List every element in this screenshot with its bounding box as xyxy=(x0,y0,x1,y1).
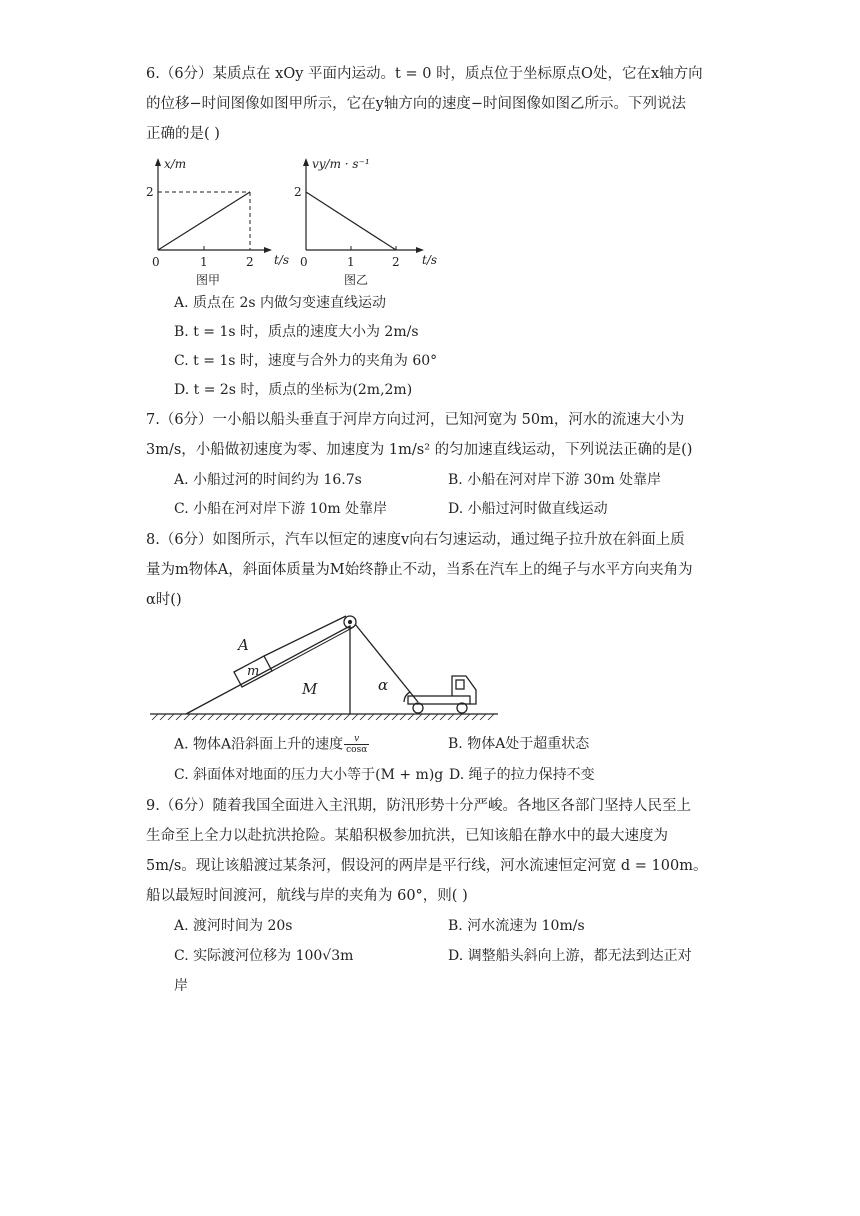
q9-option-a: A. 渡河时间为 20s xyxy=(174,918,293,934)
graph-b-xtick-2: 2 xyxy=(392,255,400,269)
label-alpha: α xyxy=(378,676,389,694)
graph-a-caption: 图甲 xyxy=(196,273,221,287)
graph-a-y-arrow-icon xyxy=(155,158,161,166)
truck-window xyxy=(456,680,464,689)
graph-b-xlabel: t/s xyxy=(422,253,438,267)
q8-incline-figure xyxy=(146,612,506,724)
q7-option-c: C. 小船在河对岸下游 10m 处靠岸 xyxy=(174,501,388,517)
q9-option-b: B. 河水流速为 10m/s xyxy=(448,918,585,934)
q8-option-a-text: A. 物体A沿斜面上升的速度 xyxy=(174,736,344,753)
graph-b-xtick-0: 0 xyxy=(300,255,308,269)
q6-option-d: D. t = 2s 时，质点的坐标为(2m,2m) xyxy=(174,382,413,398)
graph-b-caption: 图乙 xyxy=(344,273,369,287)
q9-option-d-line2: 岸 xyxy=(174,978,188,994)
q8-option-a xyxy=(174,734,370,755)
q8-option-d: D. 绳子的拉力保持不变 xyxy=(449,767,595,783)
q9-stem-line4: 船以最短时间渡河，航线与岸的夹角为 60°，则( ) xyxy=(146,888,468,904)
graph-b-ylabel: vy/m · s⁻¹ xyxy=(312,157,370,171)
q9-stem-line2: 生命至上全力以赴抗洪抢险。某船积极参加抗洪，已知该船在静水中的最大速度为 xyxy=(146,828,668,844)
ground-hatching xyxy=(152,714,494,720)
q6-option-b: B. t = 1s 时，质点的速度大小为 2m/s xyxy=(174,324,419,340)
q8-stem-line1: 8.（6分）如图所示，汽车以恒定的速度v向右匀速运动，通过绳子拉升放在斜面上质 xyxy=(146,532,685,548)
graph-b-xtick-1: 1 xyxy=(347,255,355,269)
q9-stem-line3: 5m/s。现让该船渡过某条河，假设河的两岸是平行线，河水流速恒定河宽 d = 100m。 xyxy=(146,858,708,874)
label-a: A xyxy=(238,636,249,654)
q7-stem-line1: 7.（6分）一小船以船头垂直于河岸方向过河，已知河宽为 50m，河水的流速大小为 xyxy=(146,412,685,428)
q7-option-b: B. 小船在河对岸下游 30m 处靠岸 xyxy=(448,472,662,488)
q7-stem-line2: 3m/s，小船做初速度为零、加速度为 1m/s² 的匀加速直线运动，下列说法正确的是() xyxy=(146,442,693,458)
graph-a-ytick: 2 xyxy=(146,185,154,199)
graph-a-ylabel: x/m xyxy=(164,157,187,171)
q7-option-a: A. 小船过河的时间约为 16.7s xyxy=(174,472,362,488)
graph-a-xlabel: t/s xyxy=(274,253,290,267)
graph-a-line xyxy=(158,192,250,250)
q7-option-d: D. 小船过河时做直线运动 xyxy=(448,501,608,517)
graph-a-xtick-2: 2 xyxy=(246,255,254,269)
graph-b-line xyxy=(306,192,396,250)
graph-b-y-arrow-icon xyxy=(303,158,309,166)
graph-a-xtick-0: 0 xyxy=(152,255,160,269)
incline-wedge xyxy=(186,626,350,714)
q6-stem-line3: 正确的是( ) xyxy=(146,126,220,142)
rope-incline-edge xyxy=(272,628,352,671)
fraction-v-over-cos xyxy=(344,734,369,755)
q8-option-c: C. 斜面体对地面的压力大小等于(M + m)g xyxy=(174,767,444,783)
q6-option-a: A. 质点在 2s 内做匀变速直线运动 xyxy=(174,295,387,311)
graph-b-ytick: 2 xyxy=(294,185,302,199)
graph-a-x-arrow-icon xyxy=(264,247,272,253)
q8-stem-line3: α时() xyxy=(146,592,182,608)
q6-graphs xyxy=(140,150,450,290)
label-m: m xyxy=(247,664,260,679)
q9-stem-line1: 9.（6分）随着我国全面进入主汛期，防汛形势十分严峻。各地区各部门坚持人民至上 xyxy=(146,798,692,814)
graph-a-xtick-1: 1 xyxy=(200,255,208,269)
q9-option-c: C. 实际渡河位移为 100√3m xyxy=(174,948,354,964)
q8-stem-line2: 量为m物体A，斜面体质量为M始终静止不动，当系在汽车上的绳子与水平方向夹角为 xyxy=(146,562,693,578)
q6-option-c: C. t = 1s 时，速度与合外力的夹角为 60° xyxy=(174,353,438,369)
angle-arc xyxy=(404,692,410,702)
label-big-m: M xyxy=(302,680,318,698)
fraction-denominator: cosα xyxy=(346,745,368,755)
pulley-center xyxy=(349,621,352,624)
q6-stem-line1: 6.（6分）某质点在 xOy 平面内运动。t = 0 时，质点位于坐标原点O处，它在x轴方向 xyxy=(146,66,703,82)
q8-option-b: B. 物体A处于超重状态 xyxy=(448,736,590,752)
q9-option-d-line1: D. 调整船头斜向上游，都无法到达正对 xyxy=(448,948,692,964)
fraction-numerator: v xyxy=(344,734,369,745)
q6-stem-line2: 的位移−时间图像如图甲所示，它在y轴方向的速度−时间图像如图乙所示。下列说法 xyxy=(146,96,686,112)
